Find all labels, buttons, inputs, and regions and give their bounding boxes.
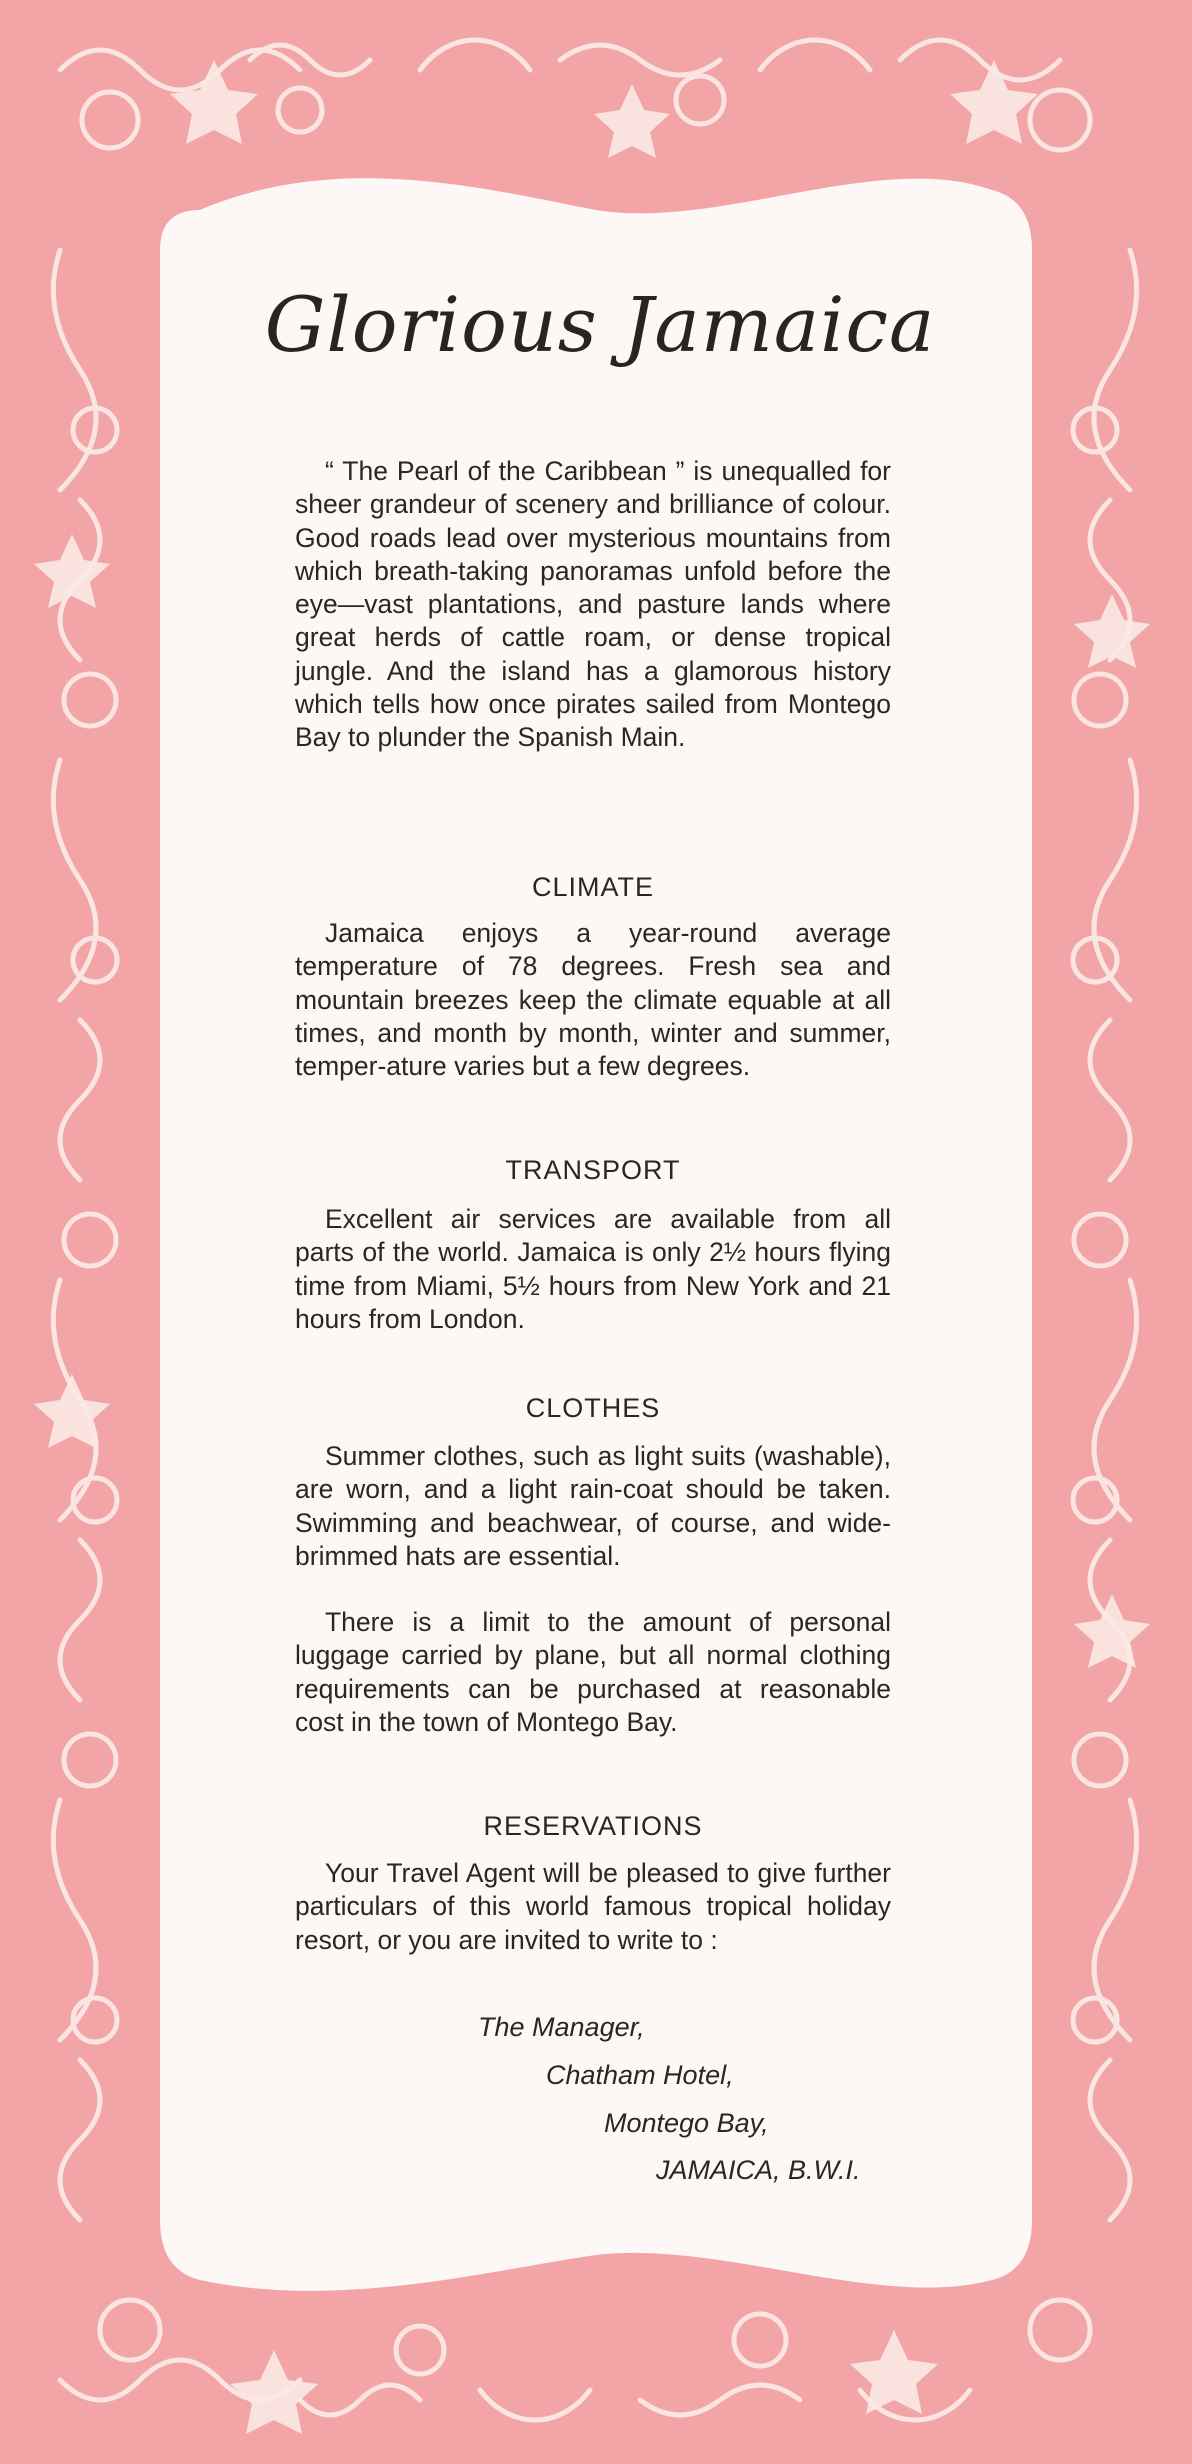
page-title: Glorious Jamaica [264, 280, 936, 369]
transport-heading: TRANSPORT [505, 1155, 681, 1185]
reservations-paragraph: Your Travel Agent will be pleased to give further particulars of this world famous tropical holiday resort, or you are invited to write to : [295, 1858, 891, 1955]
climate-paragraph: Jamaica enjoys a year-round average temperature of 78 degrees. Fresh sea and mountain breezes keep the climate equable at all times, and month by month, winter and summer, temper-ature varies but a few degrees. [295, 918, 891, 1082]
clothes-heading: CLOTHES [525, 1393, 661, 1423]
clothes-paragraph-1: Summer clothes, such as light suits (washable), are worn, and a light rain-coat should be taken. Swimming and beachwear, of course, and wide-brimmed hats are essential. [295, 1441, 891, 1571]
climate-heading: CLIMATE [531, 872, 654, 902]
transport-paragraph: Excellent air services are available from all parts of the world. Jamaica is only 2½ hours flying time from Miami, 5½ hours from New York and 21 hours from London. [295, 1204, 891, 1334]
clothes-paragraph-2: There is a limit to the amount of personal luggage carried by plane, but all normal clothing requirements can be purchased at reasonable cost in the town of Montego Bay. [295, 1607, 891, 1737]
reservations-heading: RESERVATIONS [483, 1811, 703, 1841]
address-line-2: Chatham Hotel, [546, 2060, 734, 2090]
address-line-4: JAMAICA, B.W.I. [656, 2155, 861, 2185]
address-line-3: Montego Bay, [604, 2108, 769, 2138]
intro-paragraph: “ The Pearl of the Caribbean ” is unequalled for sheer grandeur of scenery and brilliance of colour. Good roads lead over mysterious mountains from which breath-taking panoramas unfold before the eye—vast plantations, and pasture lands where great herds of cattle roam, or dense tropical jungle. And the island has a glamorous history which tells how once pirates sailed from Montego Bay to plunder the Spanish Main. [295, 456, 891, 753]
address-line-1: The Manager, [478, 2012, 645, 2042]
